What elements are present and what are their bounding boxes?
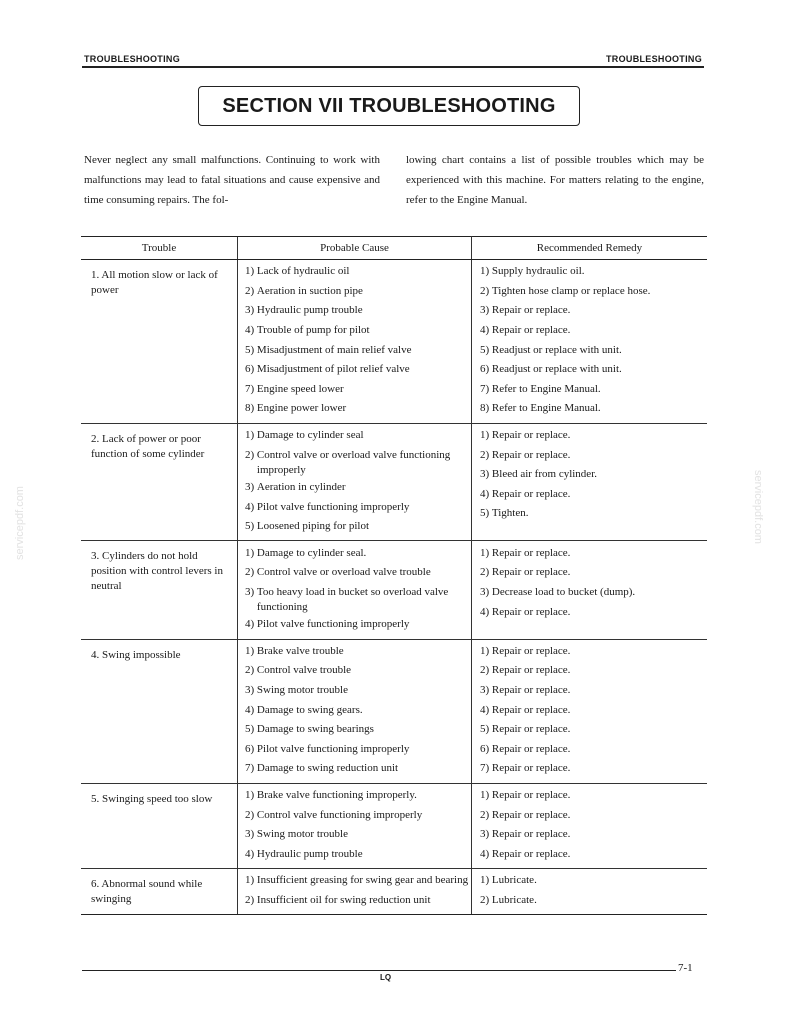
remedy-item-number: 3) — [480, 304, 492, 317]
remedy-item-number: 7) — [480, 762, 492, 775]
cause-cell — [238, 541, 472, 639]
section-title: SECTION VII TROUBLESHOOTING — [222, 94, 556, 117]
cause-item-number: 5) — [245, 723, 257, 736]
cause-item-text: Insufficient greasing for swing gear and bearing — [256, 874, 469, 887]
cause-item — [238, 497, 471, 517]
cause-item-number: 4) — [245, 847, 257, 860]
remedy-item — [472, 642, 707, 662]
cause-item-number: 2) — [245, 284, 257, 297]
remedy-item-number: 4) — [480, 703, 492, 716]
cause-item-number: 2) — [245, 893, 257, 906]
footer-code: LQ — [380, 973, 392, 982]
cause-item — [238, 871, 471, 891]
footer-rule — [82, 970, 676, 971]
cause-item-number: 1) — [245, 429, 257, 442]
cause-cell — [238, 260, 472, 424]
remedy-item — [472, 720, 707, 740]
remedy-item-text: Lubricate. — [491, 893, 537, 906]
remedy-item-number: 1) — [480, 429, 492, 442]
remedy-item-text: Lubricate. — [491, 874, 537, 887]
remedy-item-text: Repair or replace. — [491, 448, 571, 461]
remedy-item-number: 1) — [480, 788, 492, 801]
remedy-cell — [472, 541, 708, 639]
remedy-item — [472, 871, 707, 891]
remedy-item — [472, 380, 707, 400]
cause-item-number: 3) — [245, 828, 257, 841]
cause-item — [238, 360, 471, 380]
remedy-item-number: 6) — [480, 742, 492, 755]
cause-item-text: Too heavy load in bucket so overload valve functioning — [256, 585, 449, 613]
remedy-item-number: 3) — [480, 468, 492, 481]
trouble-cell — [81, 260, 238, 424]
cause-item-text: Aeration in suction pipe — [256, 284, 363, 297]
remedy-item — [472, 661, 707, 681]
remedy-item — [472, 360, 707, 380]
trouble-text: 4. Swing impossible — [91, 648, 181, 661]
cause-item — [238, 759, 471, 779]
cause-item-number: 2) — [245, 808, 257, 821]
intro-paragraph-left: Never neglect any small malfunctions. Continuing to work with malfunctions may lead to fatal situations and cause expensive and time consuming repairs. The fol- — [84, 154, 380, 206]
cause-item — [238, 321, 471, 341]
remedy-item-text: Tighten hose clamp or replace hose. — [491, 284, 651, 297]
watermark-right: servicepdf.com — [752, 470, 764, 544]
remedy-item — [472, 301, 707, 321]
remedy-item-number: 8) — [480, 402, 492, 415]
remedy-item-text: Repair or replace. — [491, 683, 571, 696]
header-recommended-remedy: Recommended Remedy — [472, 237, 708, 260]
remedy-item — [472, 681, 707, 701]
trouble-cell — [81, 639, 238, 783]
table-row — [81, 783, 707, 868]
remedy-item-text: Repair or replace. — [491, 762, 571, 775]
cause-item-text: Control valve functioning improperly — [256, 808, 423, 821]
remedy-item-text: Decrease load to bucket (dump). — [491, 585, 636, 598]
cause-item — [238, 642, 471, 662]
cause-item-text: Swing motor trouble — [256, 683, 348, 696]
remedy-item — [472, 739, 707, 759]
cause-item-text: Control valve or overload valve functioning improperly — [256, 448, 451, 476]
cause-item-text: Misadjustment of main relief valve — [256, 343, 412, 356]
cause-item-number: 2) — [245, 448, 257, 461]
remedy-item — [472, 891, 707, 911]
trouble-cell — [81, 783, 238, 868]
cause-item-number: 4) — [245, 324, 257, 337]
remedy-item-text: Repair or replace. — [491, 546, 571, 559]
cause-item — [238, 282, 471, 302]
cause-item-number: 4) — [245, 703, 257, 716]
table-row — [81, 869, 707, 915]
cause-cell — [238, 639, 472, 783]
cause-item-number: 5) — [245, 520, 257, 533]
remedy-item-text: Bleed air from cylinder. — [491, 468, 597, 481]
cause-item — [238, 681, 471, 701]
cause-item-text: Damage to swing reduction unit — [256, 762, 399, 775]
cause-item — [238, 805, 471, 825]
cause-item-number: 3) — [245, 304, 257, 317]
remedy-item — [472, 445, 707, 465]
remedy-item-text: Repair or replace. — [491, 487, 571, 500]
cause-item-number: 7) — [245, 382, 257, 395]
cause-item-number: 4) — [245, 500, 257, 513]
cause-item — [238, 543, 471, 563]
cause-item-number: 5) — [245, 343, 257, 356]
remedy-item-number: 1) — [480, 874, 492, 887]
cause-item-number: 1) — [245, 788, 257, 801]
cause-item — [238, 720, 471, 740]
remedy-item-text: Refer to Engine Manual. — [491, 402, 601, 415]
remedy-item-text: Repair or replace. — [491, 742, 571, 755]
trouble-cell — [81, 541, 238, 639]
cause-item-text: Pilot valve functioning improperly — [256, 742, 410, 755]
cause-item-text: Aeration in cylinder — [256, 480, 346, 493]
remedy-item-number: 2) — [480, 808, 492, 821]
trouble-cell — [81, 423, 238, 541]
table-body — [81, 260, 707, 915]
cause-item — [238, 445, 471, 477]
cause-item-number: 7) — [245, 762, 257, 775]
remedy-item-text: Readjust or replace with unit. — [491, 343, 622, 356]
remedy-item-text: Repair or replace. — [491, 808, 571, 821]
remedy-cell — [472, 260, 708, 424]
cause-item — [238, 825, 471, 845]
remedy-item — [472, 700, 707, 720]
remedy-item-number: 2) — [480, 448, 492, 461]
cause-item — [238, 739, 471, 759]
watermark-left: servicepdf.com — [14, 486, 26, 560]
cause-item-text: Pilot valve functioning improperly — [256, 618, 410, 631]
cause-item — [238, 661, 471, 681]
cause-item — [238, 844, 471, 864]
remedy-item-number: 2) — [480, 664, 492, 677]
remedy-item — [472, 321, 707, 341]
cause-item — [238, 301, 471, 321]
remedy-item-text: Repair or replace. — [491, 566, 571, 579]
remedy-item-number: 3) — [480, 683, 492, 696]
header-trouble: Trouble — [81, 237, 238, 260]
remedy-item — [472, 825, 707, 845]
header-left: TROUBLESHOOTING — [84, 54, 180, 64]
remedy-item — [472, 465, 707, 485]
remedy-item — [472, 282, 707, 302]
cause-item-number: 3) — [245, 480, 257, 493]
remedy-item — [472, 426, 707, 446]
trouble-cell — [81, 869, 238, 915]
cause-item-number: 8) — [245, 402, 257, 415]
table-row — [81, 541, 707, 639]
remedy-item-number: 1) — [480, 644, 492, 657]
section-title-box — [198, 86, 580, 126]
remedy-item-number: 7) — [480, 382, 492, 395]
remedy-item — [472, 399, 707, 419]
remedy-item-number: 2) — [480, 566, 492, 579]
remedy-item — [472, 340, 707, 360]
remedy-item-number: 5) — [480, 343, 492, 356]
cause-item-number: 3) — [245, 585, 257, 598]
remedy-cell — [472, 869, 708, 915]
cause-item — [238, 399, 471, 419]
remedy-item-text: Repair or replace. — [491, 644, 571, 657]
trouble-text: 3. Cylinders do not hold position with control levers in neutral — [91, 550, 223, 593]
cause-item-number: 1) — [245, 265, 257, 278]
table-header-row — [81, 237, 707, 260]
header-rule — [82, 66, 704, 68]
remedy-item-text: Repair or replace. — [491, 324, 571, 337]
remedy-item-number: 2) — [480, 893, 492, 906]
remedy-item-number: 4) — [480, 847, 492, 860]
remedy-item — [472, 563, 707, 583]
cause-item-number: 2) — [245, 566, 257, 579]
table-row — [81, 639, 707, 783]
remedy-item-text: Repair or replace. — [491, 664, 571, 677]
remedy-item-number: 5) — [480, 723, 492, 736]
remedy-item-number: 1) — [480, 265, 492, 278]
cause-item-text: Loosened piping for pilot — [256, 520, 370, 533]
remedy-cell — [472, 639, 708, 783]
cause-item-text: Damage to swing bearings — [256, 723, 374, 736]
cause-item-text: Hydraulic pump trouble — [256, 847, 363, 860]
cause-item-text: Damage to cylinder seal — [256, 429, 364, 442]
cause-item-number: 1) — [245, 644, 257, 657]
remedy-item — [472, 583, 707, 603]
cause-item — [238, 563, 471, 583]
cause-item — [238, 426, 471, 446]
cause-item — [238, 517, 471, 537]
remedy-item — [472, 262, 707, 282]
troubleshooting-table — [81, 236, 707, 915]
remedy-item-number: 5) — [480, 507, 492, 520]
cause-item-number: 4) — [245, 618, 257, 631]
cause-item-text: Brake valve functioning improperly. — [256, 788, 417, 801]
remedy-item — [472, 543, 707, 563]
cause-item-text: Control valve or overload valve trouble — [256, 566, 431, 579]
remedy-item-text: Repair or replace. — [491, 788, 571, 801]
header-probable-cause: Probable Cause — [238, 237, 472, 260]
cause-item-text: Swing motor trouble — [256, 828, 348, 841]
cause-cell — [238, 869, 472, 915]
trouble-text: 2. Lack of power or poor function of some cylinder — [91, 432, 205, 460]
cause-item-text: Engine speed lower — [256, 382, 344, 395]
cause-item — [238, 700, 471, 720]
remedy-item-text: Repair or replace. — [491, 828, 571, 841]
cause-item-number: 6) — [245, 363, 257, 376]
page-number: 7-1 — [678, 962, 693, 974]
remedy-cell — [472, 783, 708, 868]
remedy-cell — [472, 423, 708, 541]
remedy-item-text: Readjust or replace with unit. — [491, 363, 622, 376]
cause-item-text: Pilot valve functioning improperly — [256, 500, 410, 513]
remedy-item — [472, 602, 707, 622]
remedy-item-text: Supply hydraulic oil. — [491, 265, 585, 278]
remedy-item — [472, 805, 707, 825]
remedy-item-text: Repair or replace. — [491, 429, 571, 442]
remedy-item-text: Tighten. — [491, 507, 529, 520]
cause-item-text: Trouble of pump for pilot — [256, 324, 370, 337]
remedy-item — [472, 786, 707, 806]
trouble-text: 1. All motion slow or lack of power — [91, 269, 218, 296]
remedy-item-number: 4) — [480, 605, 492, 618]
cause-item-number: 1) — [245, 546, 257, 559]
cause-cell — [238, 423, 472, 541]
remedy-item — [472, 759, 707, 779]
intro-paragraph-right: lowing chart contains a list of possible troubles which may be experienced with this machine. For matters relating to the engine, refer to the Engine Manual. — [406, 154, 704, 206]
remedy-item-text: Repair or replace. — [491, 703, 571, 716]
cause-item-text: Control valve trouble — [256, 664, 352, 677]
cause-item — [238, 786, 471, 806]
remedy-item-number: 2) — [480, 284, 492, 297]
remedy-item-number: 3) — [480, 585, 492, 598]
remedy-item-number: 4) — [480, 324, 492, 337]
header-right: TROUBLESHOOTING — [606, 54, 702, 64]
trouble-text: 6. Abnormal sound while swinging — [91, 878, 203, 906]
cause-item-text: Brake valve trouble — [256, 644, 344, 657]
table-row — [81, 260, 707, 424]
cause-item-number: 1) — [245, 874, 257, 887]
remedy-item-text: Repair or replace. — [491, 304, 571, 317]
cause-item-number: 3) — [245, 683, 257, 696]
cause-item — [238, 262, 471, 282]
remedy-item-number: 4) — [480, 487, 492, 500]
cause-item-text: Lack of hydraulic oil — [256, 265, 350, 278]
cause-item-number: 2) — [245, 664, 257, 677]
cause-item-text: Damage to swing gears. — [256, 703, 363, 716]
cause-item — [238, 380, 471, 400]
remedy-item-text: Repair or replace. — [491, 847, 571, 860]
remedy-item — [472, 504, 707, 524]
trouble-text: 5. Swinging speed too slow — [91, 792, 213, 805]
cause-item-text: Engine power lower — [256, 402, 347, 415]
cause-item — [238, 478, 471, 498]
remedy-item-number: 3) — [480, 828, 492, 841]
remedy-item — [472, 844, 707, 864]
remedy-item-text: Refer to Engine Manual. — [491, 382, 601, 395]
cause-item-text: Hydraulic pump trouble — [256, 304, 363, 317]
table-row — [81, 423, 707, 541]
cause-item — [238, 615, 471, 635]
cause-item-text: Damage to cylinder seal. — [256, 546, 367, 559]
cause-item — [238, 583, 471, 615]
remedy-item-text: Repair or replace. — [491, 605, 571, 618]
cause-item — [238, 340, 471, 360]
cause-item-text: Insufficient oil for swing reduction unit — [256, 893, 431, 906]
remedy-item-number: 6) — [480, 363, 492, 376]
remedy-item-text: Repair or replace. — [491, 723, 571, 736]
cause-item — [238, 891, 471, 911]
cause-item-text: Misadjustment of pilot relief valve — [256, 363, 410, 376]
remedy-item — [472, 485, 707, 505]
remedy-item-number: 1) — [480, 546, 492, 559]
cause-cell — [238, 783, 472, 868]
cause-item-number: 6) — [245, 742, 257, 755]
